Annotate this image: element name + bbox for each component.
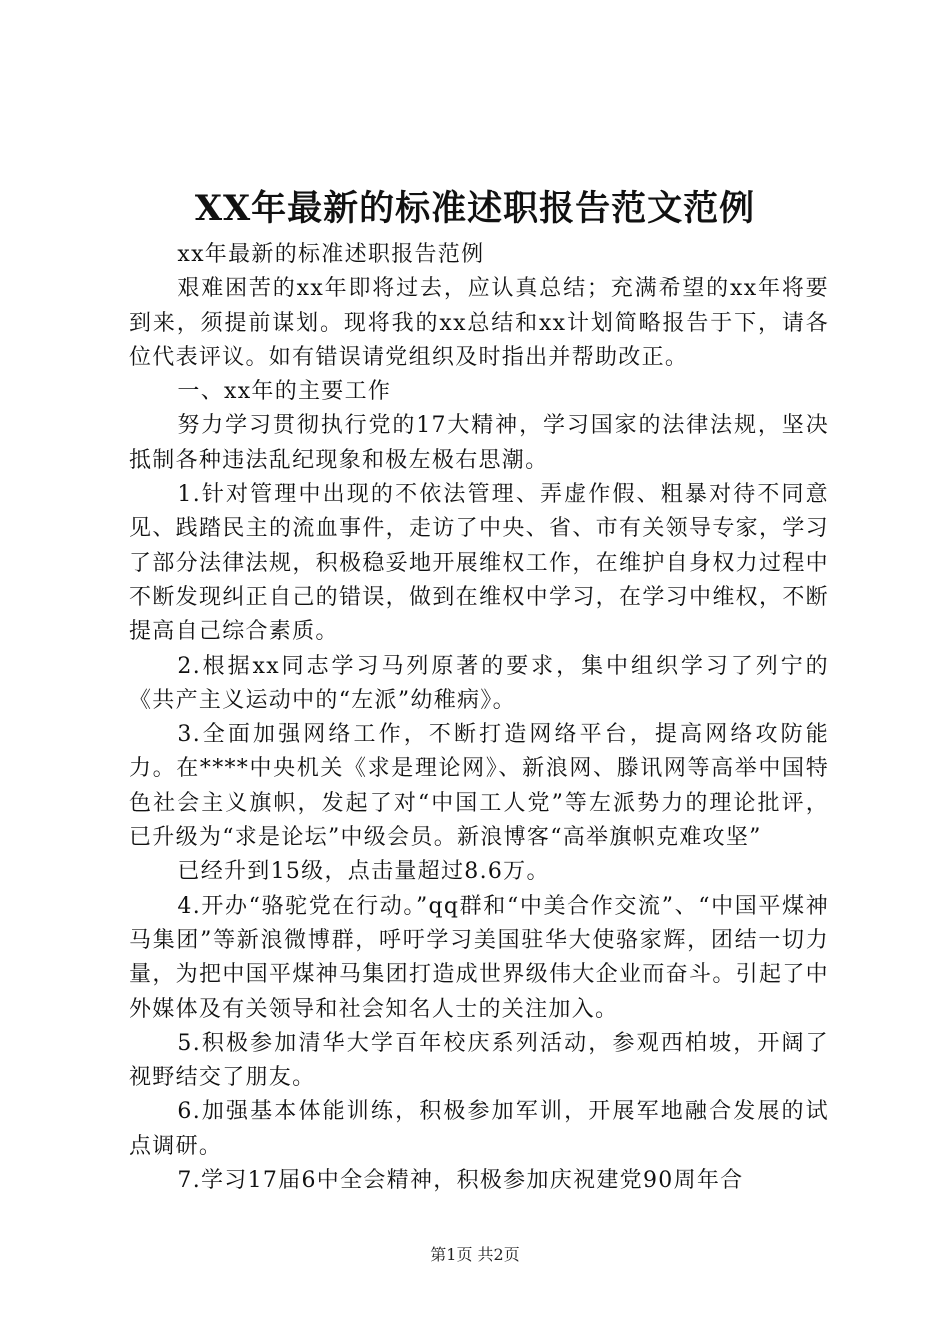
list-item-6: 6.加强基本体能训练，积极参加军训，开展军地融合发展的试点调研。: [129, 1099, 829, 1159]
document-title: XX年最新的标准述职报告范文范例: [194, 188, 756, 229]
list-item-7: 7.学习17届6中全会精神，积极参加庆祝建党90周年合: [177, 1168, 744, 1194]
list-item-3: 3.全面加强网络工作，不断打造网络平台，提高网络攻防能力。在****中央机关《求是理论网》、新浪网、滕讯网等高举中国特色社会主义旗帜，发起了对“中国工人党”等左派势力的理论批评，已升级为“求是论坛”中级会员。新浪博客“高举旗帜克难攻坚”: [129, 722, 829, 851]
list-item-2: 2.根据xx同志学习马列原著的要求，集中组织学习了列宁的《共产主义运动中的“左派”幼稚病》。: [129, 653, 829, 713]
document-body: [129, 238, 829, 1198]
list-item-3-continued: 已经升到15级，点击量超过8.6万。: [177, 859, 550, 885]
list-item-4: 4.开办“骆驼党在行动。”qq群和“中美合作交流”、“中国平煤神马集团”等新浪微博群，呼吁学习美国驻华大使骆家辉，团结一切力量，为把中国平煤神马集团打造成世界级伟大企业而奋斗。引起了中外媒体及有关领导和社会知名人士的关注加入。: [129, 893, 829, 1022]
list-item-1: 1.针对管理中出现的不依法管理、弄虚作假、粗暴对待不同意见、践踏民主的流血事件，走访了中央、省、市有关领导专家，学习了部分法律法规，积极稳妥地开展维权工作，在维护自身权力过程中不断发现纠正自己的错误，做到在维权中学习，在学习中维权，不断提高自己综合素质。: [129, 482, 829, 645]
subtitle-paragraph: xx年最新的标准述职报告范例: [177, 242, 485, 267]
list-item-5: 5.积极参加清华大学百年校庆系列活动，参观西柏坡，开阔了视野结交了朋友。: [129, 1030, 829, 1091]
section-heading: 一、xx年的主要工作: [177, 379, 392, 405]
intro-paragraph: 艰难困苦的xx年即将过去，应认真总结；充满希望的xx年将要到来，须提前谋划。现将我的xx总结和xx计划简略报告于下，请各位代表评议。如有错误请党组织及时指出并帮助改正。: [129, 276, 829, 370]
body-paragraph: 努力学习贯彻执行党的17大精神，学习国家的法律法规，坚决抵制各种违法乱纪现象和极左极右思潮。: [129, 413, 829, 473]
page-footer: 第1页 共2页: [430, 1245, 520, 1264]
